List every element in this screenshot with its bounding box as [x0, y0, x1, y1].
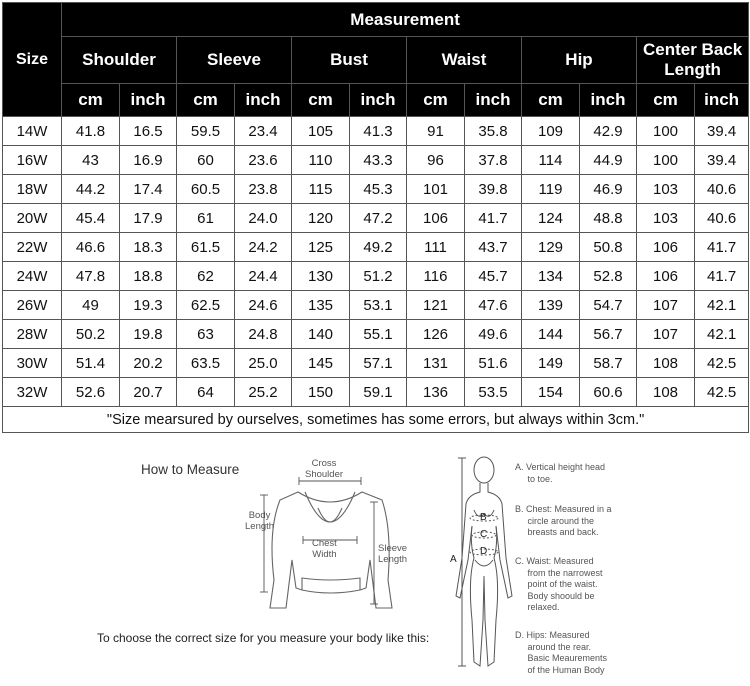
- table-row: [3, 291, 749, 320]
- measurement-cell: 106: [637, 262, 695, 291]
- measurement-cell: 115: [292, 175, 350, 204]
- measurement-cell: 19.3: [120, 291, 177, 320]
- group-header: Hip: [522, 37, 637, 84]
- measurement-cell: 24.6: [235, 291, 292, 320]
- measurement-cell: 120: [292, 204, 350, 233]
- measurement-cell: 17.9: [120, 204, 177, 233]
- measurement-cell: 25.0: [235, 349, 292, 378]
- measurement-cell: 49.2: [350, 233, 407, 262]
- unit-inch-header: inch: [580, 84, 637, 117]
- measurement-cell: 45.7: [465, 262, 522, 291]
- measurement-cell: 108: [637, 349, 695, 378]
- size-cell: 16W: [3, 146, 62, 175]
- group-header-row: [3, 37, 749, 84]
- measurement-cell: 42.5: [695, 378, 749, 407]
- measurement-cell: 116: [407, 262, 465, 291]
- table-note-row: [3, 407, 749, 433]
- measurement-title: Measurement: [62, 3, 749, 37]
- measurement-cell: 51.6: [465, 349, 522, 378]
- measurement-cell: 140: [292, 320, 350, 349]
- unit-cm-header: cm: [292, 84, 350, 117]
- measurement-cell: 64: [177, 378, 235, 407]
- measurement-cell: 50.8: [580, 233, 637, 262]
- measurement-cell: 42.1: [695, 320, 749, 349]
- measurement-cell: 23.6: [235, 146, 292, 175]
- body-length-label: Body Length: [245, 510, 275, 532]
- size-chart-table: [2, 2, 749, 433]
- marker-b: B: [480, 512, 487, 523]
- measurement-cell: 100: [637, 146, 695, 175]
- measurement-cell: 48.8: [580, 204, 637, 233]
- unit-cm-header: cm: [62, 84, 120, 117]
- measurement-cell: 145: [292, 349, 350, 378]
- measurement-cell: 61.5: [177, 233, 235, 262]
- size-cell: 20W: [3, 204, 62, 233]
- measurement-cell: 60.6: [580, 378, 637, 407]
- measurement-cell: 50.2: [62, 320, 120, 349]
- measurement-cell: 111: [407, 233, 465, 262]
- measurement-cell: 61: [177, 204, 235, 233]
- note-a: A. Vertical height head to toe.: [515, 462, 606, 484]
- measurement-cell: 59.1: [350, 378, 407, 407]
- size-cell: 24W: [3, 262, 62, 291]
- note-d: D. Hips: Measured around the rear. Basic Meaurements of the Human Body: [515, 630, 608, 675]
- measurement-cell: 134: [522, 262, 580, 291]
- measurement-cell: 49: [62, 291, 120, 320]
- measurement-cell: 60: [177, 146, 235, 175]
- measurement-cell: 47.8: [62, 262, 120, 291]
- measurement-cell: 55.1: [350, 320, 407, 349]
- measurement-cell: 43.3: [350, 146, 407, 175]
- measurement-cell: 18.3: [120, 233, 177, 262]
- group-header: Center Back Length: [637, 37, 749, 84]
- measurement-cell: 63.5: [177, 349, 235, 378]
- note-b: B. Chest: Measured in a circle around the breasts and back.: [515, 504, 612, 537]
- measurement-cell: 131: [407, 349, 465, 378]
- measurement-cell: 23.4: [235, 117, 292, 146]
- measurement-cell: 45.3: [350, 175, 407, 204]
- measurement-cell: 126: [407, 320, 465, 349]
- table-row: [3, 349, 749, 378]
- measurement-cell: 24.8: [235, 320, 292, 349]
- measurement-cell: 150: [292, 378, 350, 407]
- measurement-cell: 39.4: [695, 117, 749, 146]
- unit-cm-header: cm: [637, 84, 695, 117]
- measurement-cell: 19.8: [120, 320, 177, 349]
- measurement-cell: 62.5: [177, 291, 235, 320]
- measurement-cell: 103: [637, 204, 695, 233]
- measurement-cell: 54.7: [580, 291, 637, 320]
- measurement-cell: 51.4: [62, 349, 120, 378]
- measurement-cell: 52.8: [580, 262, 637, 291]
- measurement-cell: 20.2: [120, 349, 177, 378]
- measurement-cell: 20.7: [120, 378, 177, 407]
- measurement-cell: 105: [292, 117, 350, 146]
- measurement-cell: 139: [522, 291, 580, 320]
- measurement-cell: 43: [62, 146, 120, 175]
- size-cell: 22W: [3, 233, 62, 262]
- measurement-cell: 17.4: [120, 175, 177, 204]
- marker-d: D: [480, 546, 488, 557]
- measurement-cell: 47.2: [350, 204, 407, 233]
- size-cell: 32W: [3, 378, 62, 407]
- measurement-cell: 42.5: [695, 349, 749, 378]
- measurement-cell: 107: [637, 320, 695, 349]
- chest-width-label: Chest Width: [312, 538, 337, 560]
- measurement-cell: 96: [407, 146, 465, 175]
- measurement-cell: 106: [407, 204, 465, 233]
- marker-a: A: [450, 554, 457, 565]
- measurement-cell: 40.6: [695, 175, 749, 204]
- measurement-cell: 39.4: [695, 146, 749, 175]
- measurement-cell: 124: [522, 204, 580, 233]
- measurement-cell: 114: [522, 146, 580, 175]
- measurement-cell: 24.2: [235, 233, 292, 262]
- measurement-disclaimer: "Size mearsured by ourselves, sometimes has some errors, but always within 3cm.": [3, 407, 749, 433]
- size-cell: 28W: [3, 320, 62, 349]
- table-row: [3, 117, 749, 146]
- measurement-cell: 39.8: [465, 175, 522, 204]
- measurement-cell: 110: [292, 146, 350, 175]
- size-cell: 14W: [3, 117, 62, 146]
- measurement-cell: 41.7: [695, 262, 749, 291]
- measurement-cell: 37.8: [465, 146, 522, 175]
- unit-inch-header: inch: [120, 84, 177, 117]
- unit-inch-header: inch: [695, 84, 749, 117]
- measurement-cell: 52.6: [62, 378, 120, 407]
- table-row: [3, 146, 749, 175]
- measurement-cell: 56.7: [580, 320, 637, 349]
- measurement-cell: 47.6: [465, 291, 522, 320]
- unit-inch-header: inch: [465, 84, 522, 117]
- measurement-cell: 136: [407, 378, 465, 407]
- group-header: Sleeve: [177, 37, 292, 84]
- measurement-cell: 130: [292, 262, 350, 291]
- measurement-cell: 16.5: [120, 117, 177, 146]
- body-figure: [456, 457, 512, 666]
- table-row: [3, 233, 749, 262]
- unit-header-row: [3, 84, 749, 117]
- measurement-cell: 46.9: [580, 175, 637, 204]
- measurement-cell: 91: [407, 117, 465, 146]
- measurement-cell: 58.7: [580, 349, 637, 378]
- unit-cm-header: cm: [522, 84, 580, 117]
- measurement-cell: 24.0: [235, 204, 292, 233]
- measurement-cell: 45.4: [62, 204, 120, 233]
- measurement-cell: 108: [637, 378, 695, 407]
- unit-cm-header: cm: [407, 84, 465, 117]
- sleeve-length-label: Sleeve Length: [378, 543, 408, 565]
- measurement-cell: 144: [522, 320, 580, 349]
- measurement-cell: 41.7: [695, 233, 749, 262]
- table-row: [3, 262, 749, 291]
- measurement-cell: 40.6: [695, 204, 749, 233]
- measurement-cell: 106: [637, 233, 695, 262]
- measurement-cell: 16.9: [120, 146, 177, 175]
- measurement-cell: 63: [177, 320, 235, 349]
- cross-shoulder-label: Cross Shoulder: [305, 458, 344, 480]
- measurement-cell: 107: [637, 291, 695, 320]
- measurement-cell: 18.8: [120, 262, 177, 291]
- table-row: [3, 320, 749, 349]
- measurement-cell: 59.5: [177, 117, 235, 146]
- size-rows: [3, 117, 749, 433]
- measurement-cell: 41.3: [350, 117, 407, 146]
- measurement-cell: 24.4: [235, 262, 292, 291]
- measurement-cell: 43.7: [465, 233, 522, 262]
- measurement-cell: 62: [177, 262, 235, 291]
- group-header: Waist: [407, 37, 522, 84]
- size-cell: 30W: [3, 349, 62, 378]
- measurement-cell: 57.1: [350, 349, 407, 378]
- measurement-cell: 42.9: [580, 117, 637, 146]
- measurement-cell: 103: [637, 175, 695, 204]
- size-column-header: Size: [3, 3, 62, 117]
- measurement-cell: 129: [522, 233, 580, 262]
- measurement-cell: 154: [522, 378, 580, 407]
- measurement-cell: 100: [637, 117, 695, 146]
- measurement-cell: 121: [407, 291, 465, 320]
- table-row: [3, 175, 749, 204]
- measurement-cell: 101: [407, 175, 465, 204]
- measurement-cell: 49.6: [465, 320, 522, 349]
- group-header: Bust: [292, 37, 407, 84]
- measurement-cell: 35.8: [465, 117, 522, 146]
- size-cell: 18W: [3, 175, 62, 204]
- table-row: [3, 378, 749, 407]
- measurement-cell: 44.9: [580, 146, 637, 175]
- measurement-cell: 23.8: [235, 175, 292, 204]
- measurement-cell: 125: [292, 233, 350, 262]
- table-row: [3, 204, 749, 233]
- measurement-cell: 41.7: [465, 204, 522, 233]
- measurement-cell: 25.2: [235, 378, 292, 407]
- measurement-cell: 53.5: [465, 378, 522, 407]
- measurement-cell: 109: [522, 117, 580, 146]
- measurement-cell: 42.1: [695, 291, 749, 320]
- measurement-cell: 44.2: [62, 175, 120, 204]
- marker-c: C: [480, 529, 488, 540]
- choose-size-instruction: To choose the correct size for you measure your body like this:: [97, 631, 430, 645]
- measure-diagram: [0, 440, 750, 686]
- group-header: Shoulder: [62, 37, 177, 84]
- measurement-cell: 149: [522, 349, 580, 378]
- measurement-cell: 46.6: [62, 233, 120, 262]
- measurement-cell: 51.2: [350, 262, 407, 291]
- unit-inch-header: inch: [350, 84, 407, 117]
- measurement-cell: 60.5: [177, 175, 235, 204]
- measurement-cell: 41.8: [62, 117, 120, 146]
- unit-cm-header: cm: [177, 84, 235, 117]
- measure-guide: [0, 440, 750, 686]
- measurement-cell: 135: [292, 291, 350, 320]
- measurement-cell: 119: [522, 175, 580, 204]
- measurement-cell: 53.1: [350, 291, 407, 320]
- note-c: C. Waist: Measured from the narrowest point of the waist. Body shoould be relaxed.: [515, 556, 603, 612]
- size-cell: 26W: [3, 291, 62, 320]
- how-to-measure-heading: How to Measure: [141, 462, 240, 477]
- unit-inch-header: inch: [235, 84, 292, 117]
